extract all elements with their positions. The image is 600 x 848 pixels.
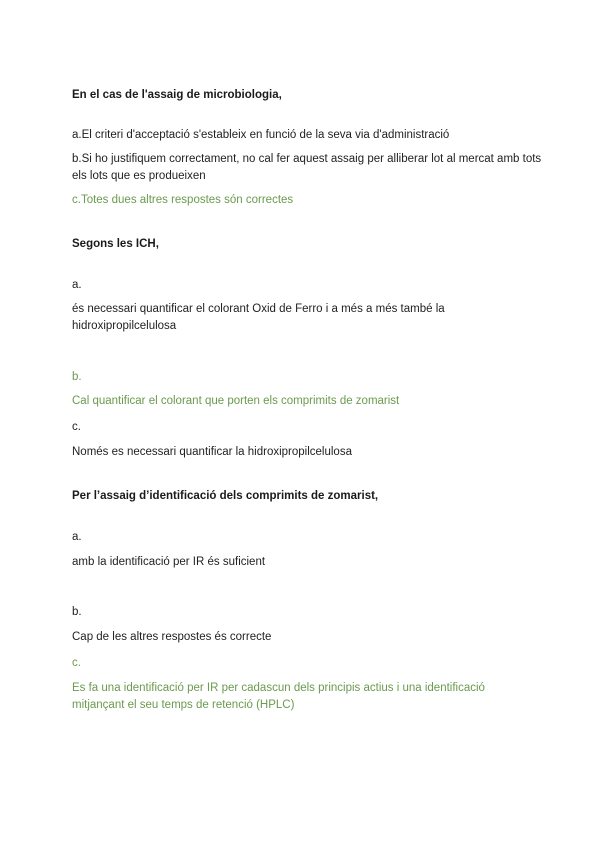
question-2-option-c-text: Només es necessari quantificar la hidroxipropilcelulosa [72, 446, 352, 458]
question-2-option-b-letter: b. [72, 371, 82, 383]
question-3-option-a-text: amb la identificació per IR és suficient [72, 556, 266, 568]
question-1-option-a: a.El criteri d'acceptació s'estableix en funció de la seva via d'administració [72, 129, 450, 141]
question-3-option-b-letter: b. [72, 606, 82, 618]
question-1-title: En el cas de l'assaig de microbiologia, [72, 89, 282, 101]
question-3-option-c-letter: c. [72, 657, 81, 669]
question-2-title: Segons les ICH, [72, 238, 159, 250]
question-3-option-a-letter: a. [72, 531, 82, 543]
question-2-option-c-letter: c. [72, 421, 81, 433]
question-3-option-b-text: Cap de les altres respostes és correcte [72, 631, 272, 643]
question-1-option-b: b.Si ho justifiquem correctament, no cal fer aquest assaig per alliberar lot al mercat amb tots els lots que es produeixen [72, 153, 542, 182]
question-3-title: Per l’assaig d’identificació dels comprimits de zomarist, [72, 490, 379, 502]
question-1-option-c: c.Totes dues altres respostes són correctes [72, 194, 294, 206]
question-3-option-c-text: Es fa una identificació per IR per cadascun dels principis actius i una identificació mitjançant el seu temps de retenció (HPLC) [72, 682, 485, 711]
question-2-option-a-text: és necessari quantificar el colorant Oxid de Ferro i a més a més també la hidroxipropilcelulosa [72, 303, 445, 332]
question-2-option-a-letter: a. [72, 279, 82, 291]
question-2-option-b-text: Cal quantificar el colorant que porten els comprimits de zomarist [72, 395, 400, 407]
